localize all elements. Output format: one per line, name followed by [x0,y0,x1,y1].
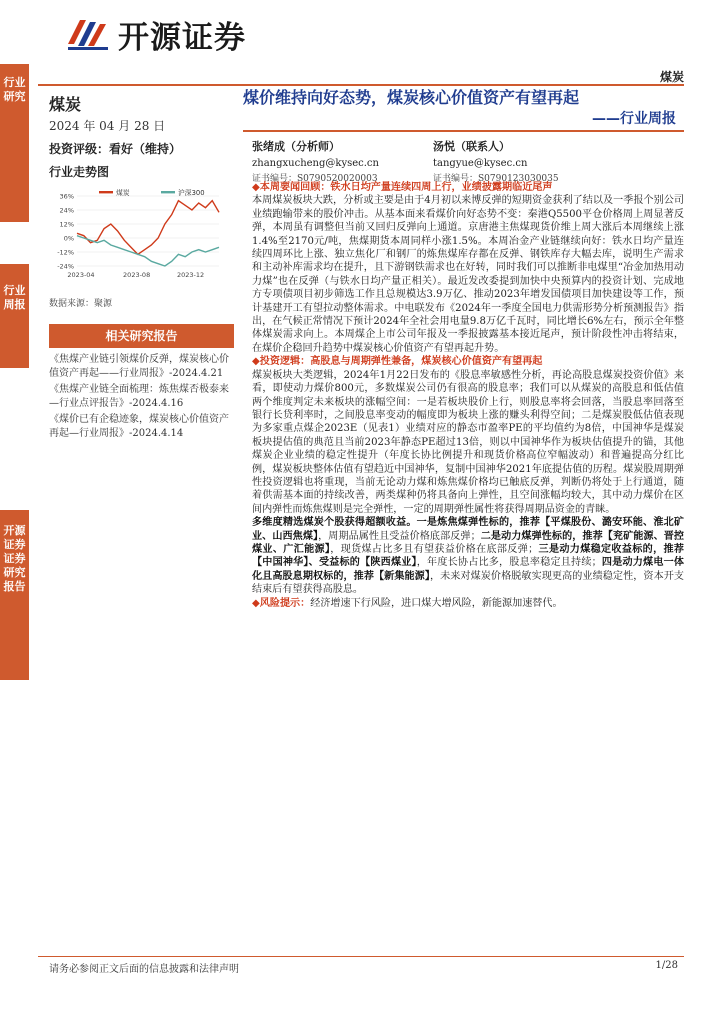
y-tick-label: 24% [59,206,74,215]
bold-text: 二是动力煤弹性标的，推荐【兖矿能源、晋控煤业、广汇能源】 [252,530,684,555]
series-line-hs300 [77,236,219,266]
analyst-name: 张绪成（分析师） [252,140,340,153]
bold-text: 多维度精选煤炭个股获得超额收益。一是炼焦煤弹性标的，推荐【平煤股份、潞安环能、淮北矿业、山西焦煤】 [252,517,684,542]
sidebar-section-bottom [0,510,29,680]
x-tick-label: 2023-12 [177,271,205,279]
report-title: 煤价维持向好态势，煤炭核心价值资产有望再起 [243,88,580,107]
sidebar-section-mid [0,264,29,368]
y-tick-label: -12% [57,248,74,257]
x-tick-label: 2023-08 [123,271,151,279]
sidebar-label-top: 行业研究 [3,76,26,103]
bullet-icon: ◆ [252,182,260,193]
risk-heading: 风险提示： [259,597,311,609]
legend-label: 沪深300 [178,189,205,197]
section-heading: 本周要闻回顾：铁水日均产量连续四周上行，业绩披露期临近尾声 [259,182,553,193]
series-line-coal [77,201,219,255]
industry-label: 煤炭 [49,95,82,114]
analyst-email[interactable]: zhangxucheng@kysec.cn [252,158,379,169]
brand-logo-icon [66,16,110,52]
bold-text: 三是动力煤稳定收益标的，推荐【中国神华】、受益标的【陕西煤业】 [252,543,685,569]
investment-rating: 投资评级：看好（维持） [49,142,182,156]
brand-logo [66,14,246,54]
related-reports-header: 相关研究报告 [49,324,234,348]
footer-disclaimer[interactable]: 请务必参阅正文后面的信息披露和法律声明 [49,964,239,975]
analyst-cert: 证书编号：S0790123030035 [433,174,559,184]
sidebar-label-bottom: 开源证券证券研究报告 [3,524,26,593]
body-text: ，现货煤占比多且有望获益价格在底部反弹； [330,543,539,555]
bold-text: 四是动力煤电一体化且高股息期权标的，推荐【新集能源】 [252,557,685,582]
legend-swatch [161,191,175,193]
y-tick-label: 0% [63,234,74,243]
industry-trend-chart [49,188,225,279]
title-divider [243,130,684,132]
body-paragraph: 本周煤炭板块大跌，分析或主要是由于4月初以来博反弹的短期资金获利了结以及一季报个别公司业绩跑输带来的股价冲击。从基本面来看煤价向好态势不变：秦港Q5500平仓价格周上周显著反弹，本周虽有调整但当前又回归反弹向上通道。京唐港主焦煤现货价维上周大涨后本周继续上涨1.4%至2170元/吨，焦煤期货本周同样小涨1.5%。本周冶金产业链继续向好：铁水日均产量连续四周环比上涨、独立焦化厂和钢厂的炼焦煤库存都在反弹、钢铁库存大幅去库，说明生产需求和主动补库需求均在提升，且下游钢铁需求也在好转，同时我们可以推断非电煤里“冶金加热用动力煤”也在反弹（与铁水日均产量正相关）。最近发改委提到加快中央预算内的投资计划、完成地方专项债项目初步筛选工作且总规模达3.9万亿、推动2023年增发国债项目加快建设等工作，预计基建开工有望拉动整体需求。中电联发布《2024年一季度全国电力供需形势分析预测报告》指出，在气候正常情况下预计2024年全社会用电量9.8万亿千瓦时，同比增长6%左右，预示全年整体煤炭需求向上。本周煤企上市公司年报及一季报披露基本接近尾声，预计阶段性冲击将结束，在煤价企稳回升趋势中煤炭核心价值资产有望再起升势。 [252,195,684,354]
trend-chart-title: 行业走势图 [49,165,110,179]
report-subtitle: ——行业周报 [592,111,676,127]
x-tick-label: 2023-04 [67,271,95,279]
body-text: ，年度长协占比多，股息率稳定且持续； [416,557,602,569]
body-paragraph: 煤炭板块大类逻辑，2024年1月22日发布的《股息率敏感性分析，再论高股息煤炭投资价值》来看，即使动力煤价800元，多数煤炭公司仍有很高的股息率；我们可以从煤炭的高股息和低估值两个维度判定未来板块的涨幅空间：一是若板块股价上行，则股息率将会回落，当股息率回落至银行长贷利率时，之间股息率变动的幅度即为板块上涨的赚头利得空间；二是煤炭股低估值表现为多家重点煤企2023E（见表1）业绩对应的静态市盈率PE的平均值约为8倍，中国神华是煤炭板块提估值的典范且当前2023年静态PE超过13倍，则以中国神华作为板块估值提升的锚，其他煤炭企业业绩的稳定性提升（年度长协比例提升和现货价格高位窄幅波动）和普遍提高分红比例，煤炭板块整体估值有望趋近中国神华，复制中国神华2021年底提估值的历程。煤炭股周期弹性投资逻辑也将重现，当前无论动力煤和炼焦煤价格均已触底反弹，判断仍将处于上行通道，随着供需基本面的持续改善，两类煤种仍将具备向上弹性，且空间涨幅均较大，其中动力煤价在区间内弹性而炼焦煤则是完全弹性，一定的周期弹性属性将获得周期品资金的青睐。 [252,369,684,515]
analyst-name: 汤悦（联系人） [433,140,510,153]
trend-chart-svg [49,188,225,288]
risk-text: 经济增速下行风险，进口煤大增风险，新能源加速替代。 [310,597,563,609]
analyst-1 [252,138,379,169]
report-body [252,181,684,610]
y-tick-label: -24% [57,262,74,271]
legend-label: 煤炭 [116,189,130,197]
y-tick-label: 36% [59,192,74,201]
body-text: ，周期品属性且受益价格底部反弹； [318,530,481,542]
page-number: 1/28 [655,960,678,971]
legend-swatch [99,191,113,193]
related-reports-list [49,353,234,443]
related-report-item[interactable]: 《煤价已有企稳迹象，煤炭核心价值资产再起—行业周报》-2024.4.14 [49,414,229,439]
footer-divider [38,956,684,957]
analyst-2 [433,138,527,169]
report-date: 2024 年 04 月 28 日 [49,119,166,133]
sidebar-section-top [0,64,29,222]
brand-name: 开源证券 [118,19,246,56]
analyst-email[interactable]: tangyue@kysec.cn [433,158,528,169]
bullet-icon: ◆ [252,356,260,368]
y-tick-label: 12% [59,220,74,229]
related-report-item[interactable]: 《焦煤产业链引领煤价反弹，煤炭核心价值资产再起——行业周报》-2024.4.21 [49,354,229,379]
section-heading: 投资逻辑：高股息与周期弹性兼备，煤炭核心价值资产有望再起 [259,356,543,368]
related-report-item[interactable]: 《焦煤产业链全面梳理：炼焦煤否极泰来—行业点评报告》-2024.4.16 [49,384,229,409]
sidebar-label-mid: 行业周报 [3,284,26,311]
chart-source: 数据来源：聚源 [49,299,113,309]
body-text: ，未来对煤炭价格脱敏实现更高的业绩稳定性，资本开支结束后有望获得高股息。 [252,570,685,596]
bullet-icon: ◆ [252,597,260,609]
header-industry-tag: 煤炭 [659,70,684,84]
analyst-cert: 证书编号：S0790520020003 [252,174,378,184]
